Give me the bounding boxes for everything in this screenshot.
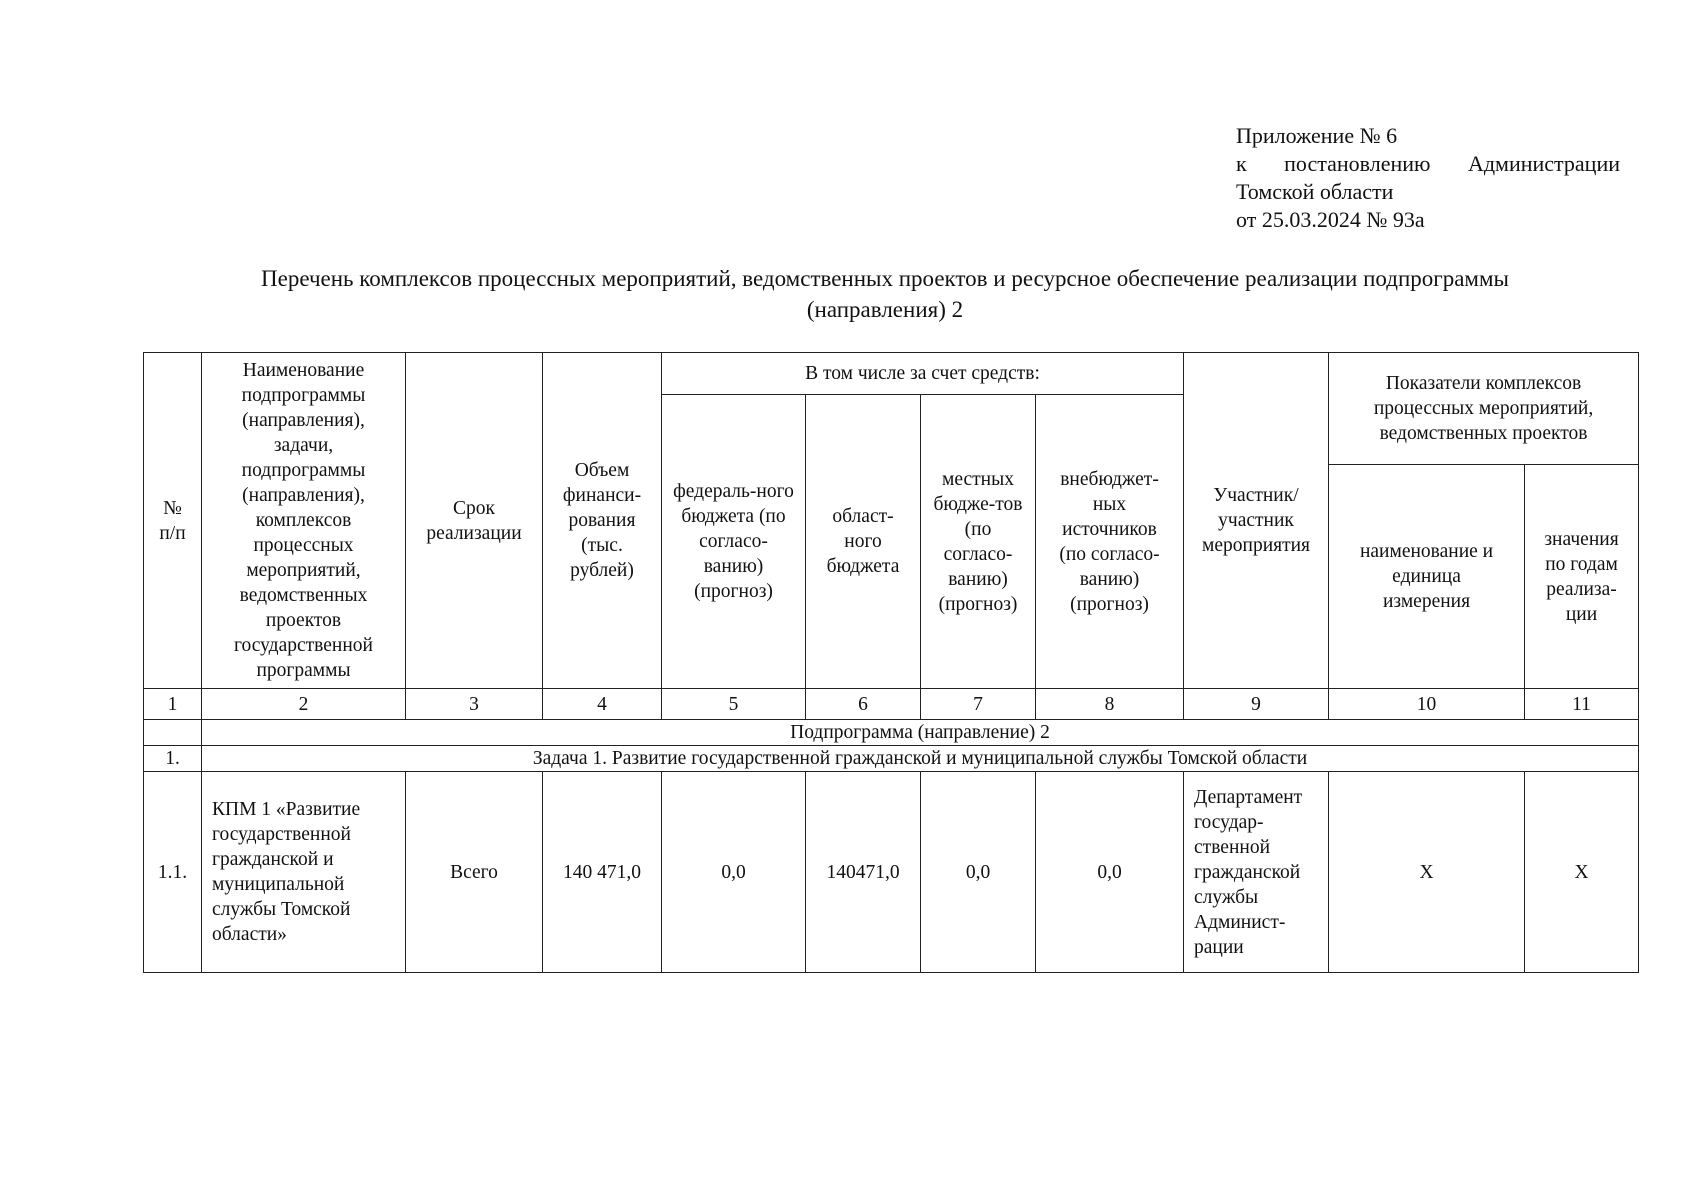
column-number: 5 xyxy=(662,689,806,720)
column-number: 2 xyxy=(202,689,406,720)
column-number: 8 xyxy=(1036,689,1184,720)
row-name: КПМ 1 «Развитие государственной гражданской и муниципальной службы Томской области» xyxy=(202,772,406,973)
document-title-line2: (направления) 2 xyxy=(806,297,964,322)
column-number: 9 xyxy=(1184,689,1329,720)
subprogram-row xyxy=(144,720,1639,746)
row-indicator-values: Х xyxy=(1525,772,1639,973)
header-funds-group: В том числе за счет средств: xyxy=(662,353,1184,395)
resource-table xyxy=(143,352,1639,973)
header-indicator-name: наименование и единица измерения xyxy=(1329,465,1525,689)
header-regional: област-ного бюджета xyxy=(806,395,921,689)
header-num: № п/п xyxy=(144,353,202,689)
row-extrabudget: 0,0 xyxy=(1036,772,1184,973)
column-numbers-row xyxy=(144,689,1639,720)
row-indicator-name: Х xyxy=(1329,772,1525,973)
column-number: 6 xyxy=(806,689,921,720)
column-number: 7 xyxy=(921,689,1036,720)
appendix-resolution: к постановлению Администрации xyxy=(1236,151,1620,176)
subprogram-label: Подпрограмма (направление) 2 xyxy=(202,720,1639,746)
header-volume: Объем финанси-рования (тыс. рублей) xyxy=(543,353,662,689)
appendix-block xyxy=(1236,122,1620,234)
column-number: 3 xyxy=(406,689,543,720)
header-federal: федераль-ного бюджета (по согласо-ванию) (прогноз) xyxy=(662,395,806,689)
header-local: местных бюдже-тов (по согласо-ванию) (прогноз) xyxy=(921,395,1036,689)
document-title xyxy=(150,263,1620,325)
header-indicator-values: значения по годам реализа-ции xyxy=(1525,465,1639,689)
header-participant: Участник/ участник мероприятия xyxy=(1184,353,1329,689)
appendix-region: Томской области xyxy=(1236,179,1394,204)
column-number: 11 xyxy=(1525,689,1639,720)
column-number: 1 xyxy=(144,689,202,720)
appendix-number: Приложение № 6 xyxy=(1236,123,1398,148)
header-extrabudget: внебюджет-ных источников (по согласо-ванию) (прогноз) xyxy=(1036,395,1184,689)
row-volume: 140 471,0 xyxy=(543,772,662,973)
column-number: 10 xyxy=(1329,689,1525,720)
task-row xyxy=(144,746,1639,772)
header-name: Наименование подпрограммы (направления), задачи, подпрограммы (направления), комплексов процессных мероприятий, ведомственных проектов государственной программы xyxy=(202,353,406,689)
row-participant: Департамент государ-ственной гражданской службы Админист-рации xyxy=(1184,772,1329,973)
task-num: 1. xyxy=(144,746,202,772)
header-indicators-group: Показатели комплексов процессных мероприятий, ведомственных проектов xyxy=(1329,353,1639,465)
row-regional: 140471,0 xyxy=(806,772,921,973)
header-term: Срок реализации xyxy=(406,353,543,689)
table-row xyxy=(144,772,1639,973)
row-federal: 0,0 xyxy=(662,772,806,973)
document-title-line1: Перечень комплексов процессных мероприятий, ведомственных проектов и ресурсное обеспечение реализации подпрограммы xyxy=(261,266,1509,291)
column-number: 4 xyxy=(543,689,662,720)
appendix-date: от 25.03.2024 № 93а xyxy=(1236,207,1425,232)
row-local: 0,0 xyxy=(921,772,1036,973)
subprogram-num-cell xyxy=(144,720,202,746)
row-num: 1.1. xyxy=(144,772,202,973)
row-term: Всего xyxy=(406,772,543,973)
task-label: Задача 1. Развитие государственной гражданской и муниципальной службы Томской области xyxy=(202,746,1639,772)
